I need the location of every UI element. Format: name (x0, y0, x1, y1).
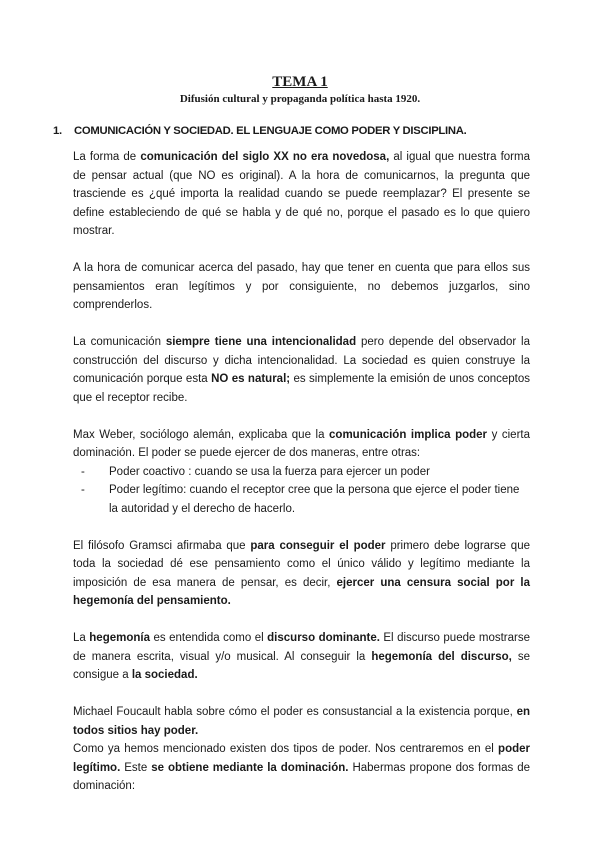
text: La comunicación (73, 336, 166, 348)
bold-text: comunicación implica poder (329, 428, 488, 441)
text: pero depende del observador la construcción del discurso y dicha intencionalidad. La sociedad es quien construye la comunicación porque esta (73, 336, 530, 385)
text: y cierta dominación. El poder se puede ejercer de dos maneras, entre otras: (73, 428, 530, 459)
text: al igual que nuestra forma de pensar actual (que NO es original). A la hora de comunicarnos, la pregunta que trasciende es ¿qué importa la realidad cuando se puede reemplazar? El presente se define estableciendo de qué se habla y de qué no, porque el pasado es lo que quiero mostrar. (73, 151, 530, 237)
text: El filósofo Gramsci afirmaba que (73, 539, 251, 552)
document-subtitle: Difusión cultural y propaganda política hasta 1920. (179, 93, 421, 105)
text: Este (120, 761, 152, 774)
text: Habermas propone dos formas de dominación: (73, 761, 530, 792)
section-heading-text: COMUNICACIÓN Y SOCIEDAD. EL LENGUAJE COMO PODER Y DISCIPLINA. (74, 125, 467, 137)
bold-text: hegemonía (89, 632, 150, 644)
power-types-list (73, 463, 530, 519)
text: La (73, 632, 90, 644)
text: Max Weber, sociólogo alemán, explicaba que la (73, 428, 330, 441)
paragraph-2 (73, 259, 530, 315)
bold-text: se obtiene mediante la dominación. (151, 761, 349, 774)
text: es entendida como el (150, 632, 268, 644)
paragraph-5 (73, 537, 530, 611)
bold-text: en todos sitios hay poder. (73, 706, 530, 737)
bold-text: para conseguir el poder (250, 539, 386, 552)
bold-text: ejercer una censura social por la hegemonía del pensamiento. (73, 576, 530, 607)
bold-text: hegemonía del discurso, (371, 650, 512, 663)
text: El discurso puede mostrarse de manera escrita, visual y/o musical. Al conseguir la (73, 632, 530, 663)
bold-text: comunicación del siglo XX no era novedosa, (140, 151, 390, 163)
bold-text: la sociedad. (131, 669, 198, 681)
document-body (73, 148, 530, 814)
paragraph-8 (73, 740, 530, 796)
paragraph-1 (73, 148, 530, 241)
bold-text: discurso dominante. (267, 632, 380, 644)
section-number: 1. (53, 125, 62, 137)
text: se consigue a (73, 650, 531, 681)
bold-text: NO es natural; (211, 373, 291, 385)
document-title: TEMA 1 (272, 74, 328, 90)
bold-text: poder legítimo. (73, 743, 530, 774)
paragraph-3 (73, 333, 530, 407)
paragraph-6 (73, 629, 530, 685)
text: Como ya hemos mencionado existen dos tipos de poder. Nos centraremos en el (73, 743, 499, 755)
list-item: - Poder coactivo : cuando se usa la fuerza para ejercer un poder (73, 463, 530, 482)
text: La forma de (73, 151, 141, 163)
paragraph-7 (73, 703, 530, 740)
bold-text: siempre tiene una intencionalidad (165, 336, 357, 348)
text: Michael Foucault habla sobre cómo el poder es consustancial a la existencia porque, (73, 706, 517, 718)
list-item: - Poder legítimo: cuando el receptor cree que la persona que ejerce el poder tiene la autoridad y el derecho de hacerlo. (73, 481, 530, 518)
text: es simplemente la emisión de unos conceptos que el receptor recibe. (73, 373, 531, 404)
text: A la hora de comunicar acerca del pasado, hay que tener en cuenta que para ellos sus pensamientos eran legítimos y por consiguiente, no debemos juzgarlos, sino comprenderlos. (73, 262, 530, 311)
paragraph-4 (73, 426, 530, 463)
text: primero debe lograrse que toda la sociedad dé ese pensamiento como el único válido y legítimo mediante la imposición de esa manera de pensar, es decir, (73, 539, 530, 589)
section-heading (53, 125, 553, 137)
